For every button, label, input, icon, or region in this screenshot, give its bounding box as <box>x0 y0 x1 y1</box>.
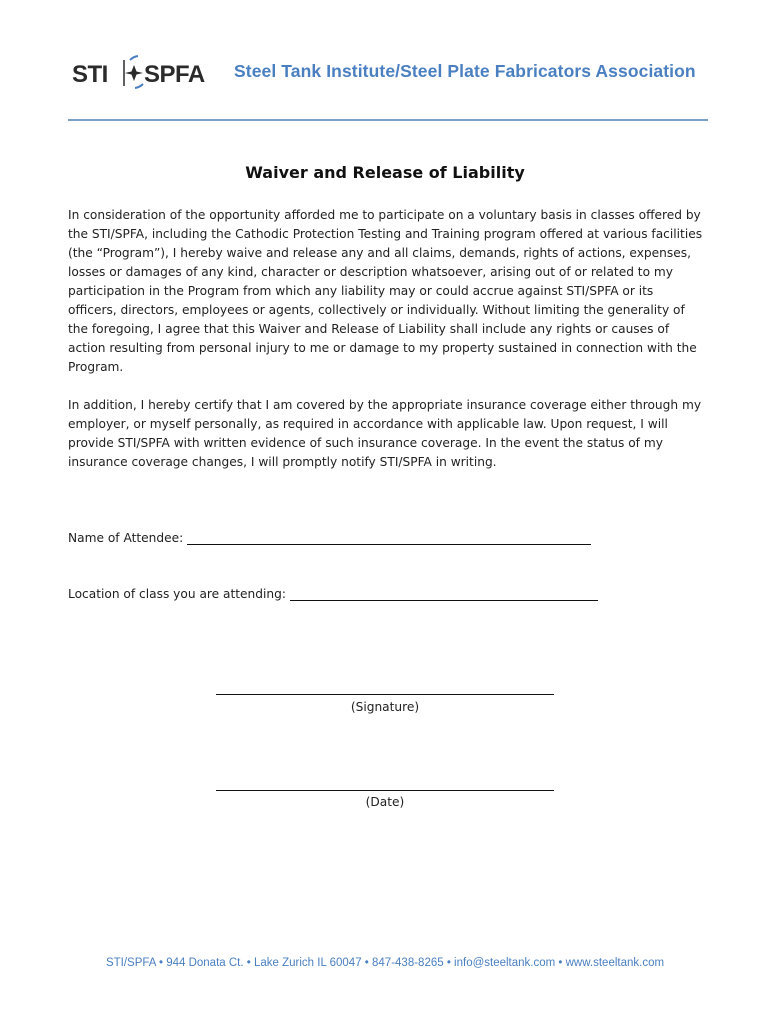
class-location-label: Location of class you are attending: <box>68 587 286 601</box>
insurance-paragraph: In addition, I hereby certify that I am covered by the appropriate insurance coverage either through my employer, or myself personally, as required in accordance with applicable law. Upon request, I will provide STI/SPFA with written evidence of such insurance coverage. In the event the status of my insurance coverage changes, I will promptly notify STI/SPFA in writing. <box>68 398 702 469</box>
attendee-name-field <box>68 530 591 545</box>
contact-footer: STI/SPFA • 944 Donata Ct. • Lake Zurich IL 60047 • 847-438-8265 • info@steeltank.com • www.steeltank.com <box>105 957 665 969</box>
attendee-name-label: Name of Attendee: <box>68 531 184 545</box>
date-caption: (Date) <box>365 795 405 809</box>
sti-spfa-logo-graphic <box>72 54 217 92</box>
signature-line[interactable] <box>216 694 554 695</box>
header-divider <box>68 119 708 121</box>
document-title: Waiver and Release of Liability <box>245 163 525 182</box>
class-location-blank[interactable] <box>290 586 598 601</box>
svg-text:STI: STI <box>72 61 108 88</box>
signature-caption: (Signature) <box>350 700 420 714</box>
waiver-paragraph: In consideration of the opportunity afforded me to participate on a voluntary basis in classes offered by the STI/SPFA, including the Cathodic Protection Testing and Training program offered at various facilities (the “Program”), I hereby waive and release any and all claims, demands, rights of actions, expenses, losses or damages of any kind, character or description whatsoever, arising out of or related to my participation in the Program from which any liability may or could accrue against STI/SPFA or its officers, directors, employees or agents, collectively or individually. Without limiting the generality of the foregoing, I agree that this Waiver and Release of Liability shall include any rights or causes of action resulting from personal injury to me or damage to my property sustained in connection with the Program. <box>68 208 703 374</box>
letterhead <box>0 0 770 130</box>
svg-text:SPFA: SPFA <box>144 61 205 88</box>
organization-name: Steel Tank Institute/Steel Plate Fabricators Association <box>234 61 696 81</box>
sti-spfa-logo <box>72 54 217 92</box>
attendee-name-blank[interactable] <box>187 530 591 545</box>
class-location-field <box>68 586 598 601</box>
date-line[interactable] <box>216 790 554 791</box>
